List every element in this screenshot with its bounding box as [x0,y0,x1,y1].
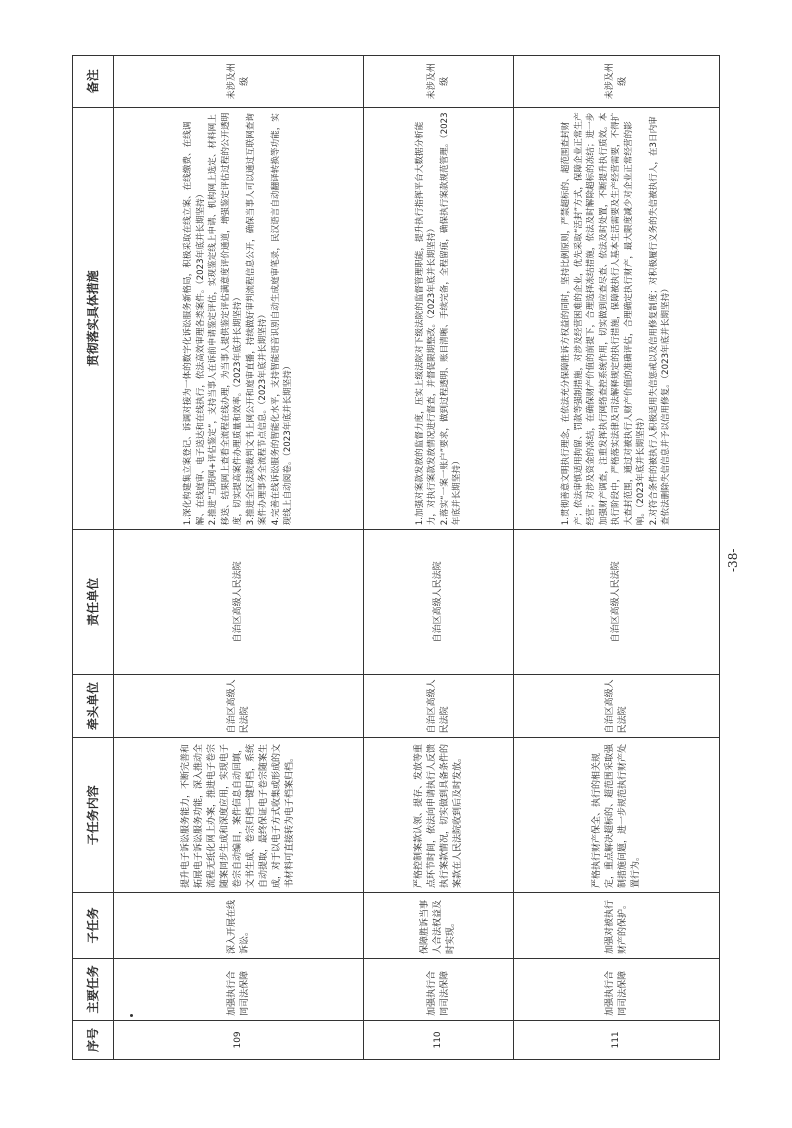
header-lead-unit: 牵头单位 [73,674,114,738]
cell-notes: 未涉及州级 [364,56,514,108]
cell-sub-content: 严格执行财产保全、执行的相关规定，重点解决超标的、超范围采取强制措施问题，进一步规范执行财产处置行为。 [514,738,720,893]
policy-table-sheet [72,55,712,1060]
cell-seq: 111 [514,1020,720,1059]
header-measures: 贯彻落实具体措施 [73,107,114,530]
task-table [72,55,720,1060]
measure-item: 3.推进全区法院裁判文书上网公开和庭审直播，持续做好审判流程信息公开，确保当事人可以通过互联网查询案件办理事务全流程节点信息。（2023年底并长期坚持） [245,113,269,526]
header-notes: 备注 [73,56,114,108]
cell-lead-unit: 自治区高级人民法院 [364,674,514,738]
table-row [364,56,514,1060]
cell-sub-task: 加强对被执行财产的保护。 [514,893,720,959]
header-seq: 序号 [73,1020,114,1059]
cell-resp-unit: 自治区高级人民法院 [514,530,720,674]
cell-lead-unit: 自治区高级人民法院 [514,674,720,738]
table-row [114,56,364,1060]
cell-main-task: 加强执行合同司法保障 [514,959,720,1021]
cell-measures [364,107,514,530]
cell-main-task: 加强执行合同司法保障 [114,959,364,1021]
header-resp-unit: 责任单位 [73,530,114,674]
cell-seq: 109 [114,1020,364,1059]
measure-item: 2.对符合条件的被执行人积极适用失信惩戒以及信用修复制度；对积极履行义务的失信被执行人，在3日内审查依法删除失信信息并予以信用修复。（2023年底并长期坚持） [648,116,672,526]
header-main-task: 主要任务 [73,959,114,1021]
cell-seq: 110 [364,1020,514,1059]
header-sub-content: 子任务内容 [73,738,114,893]
cell-measures [514,107,720,530]
measure-item: 2.落实“一案一账户”要求，做到过程透明、账目清晰、手续完备，全程留痕，确保执行案款规范管理。（2023年底并长期坚持） [439,112,462,526]
cell-measures [114,107,364,530]
scan-mark [130,1014,133,1017]
measure-item: 1.加强对案款发放的监督力度，压实上级法院对下级法院的监督管理职能，提升执行指挥平台大数据分析能力，对执行案款发放情况进行督查，并督促限期整改。（2023年底并长期坚持） [414,121,437,526]
table-header-row [73,56,114,1060]
cell-lead-unit: 自治区高级人民法院 [114,674,364,738]
cell-notes: 未涉及州级 [514,56,720,108]
cell-notes: 未涉及州级 [114,56,364,108]
measure-item: 1.贯彻善意文明执行理念，在依法充分保障胜诉方权益的同时，坚持比例原则，严禁超标的、超范围查封财产；依法审慎适用拘留、罚款等强制措施，对涉及经营困难的企业，优先采取“活封”方式，保障企业正常生产经营；对涉及资金的冻结，在确保财产价值的前提下，合理选择冻结措施，依法及时解除超标的冻结；进一步加强财产调查，注重发挥执行网络查控系统作用，切实做到应查尽查、依法及时处置，不断提升执行质效。本执行阶段中，严格落实法律及司法解释规定的执行措施，保障被执行人基本生活需要及生产经营需要，不得扩大查封范围，通过对被执行人财产价值的准确评估，合理确定执行财产，最大限度减少对企业正常经营的影响。（2023年底并长期坚持） [561,112,647,526]
cell-resp-unit: 自治区高级人民法院 [364,530,514,674]
cell-sub-task: 深入开展在线诉讼。 [114,893,364,959]
header-sub-task: 子任务 [73,893,114,959]
table-row [514,56,720,1060]
page-number: -38- [726,548,740,572]
cell-sub-content: 提升电子诉讼服务能力，不断完善和拓展电子诉讼服务功能，深入推动全流程无纸化网上办案，推进电子卷宗随案同步生成和深度应用，实现电子卷宗自动编目，案件信息自动回填，文书生成、卷宗归档一键归档，系统自动提取，最终保证电子卷宗随案生成，对于以电子方式收集或形成的文书材料可直接转为电子档案归档。 [114,738,364,893]
cell-main-task: 加强执行合同司法保障 [364,959,514,1021]
measure-item: 1.深化构建集立案登记、诉调对接为一体的数字化诉讼服务新格局，积极采取在线立案、在线缴费、在线调解、在线庭审、电子送达和在线执行，依法高效审理各类案件。（2023年底并长期坚持） [183,121,206,526]
measure-item: 4.完善在线诉讼服务的智能化水平，支持智能语音识别自动生成庭审笔录，民汉语言自动翻译转换等功能，实现线上自动阅卷。（2023年底并长期坚持） [270,113,294,526]
cell-sub-task: 保障胜诉当事人合法权益及时实现。 [364,893,514,959]
measure-item: 2.推进“互联网+评估鉴定”，支持当事人在诉前申请鉴定评估，实现鉴定线上申请、机构网上选定、材料网上移送、结果网上查看全流程在线办理，为当事人提供鉴定评估满意度评价通道，增强鉴定评估过程的公开透明度，切实提高案件办理质量和效率。（2023年底并长期坚持） [208,112,244,526]
cell-sub-content: 严格控制案款认领、提存、发放等重点环节时间，依法向申请执行人反馈执行案款情况，切实做到具备条件的案款在人民法院收到后及时发放。 [364,738,514,893]
cell-resp-unit: 自治区高级人民法院 [114,530,364,674]
